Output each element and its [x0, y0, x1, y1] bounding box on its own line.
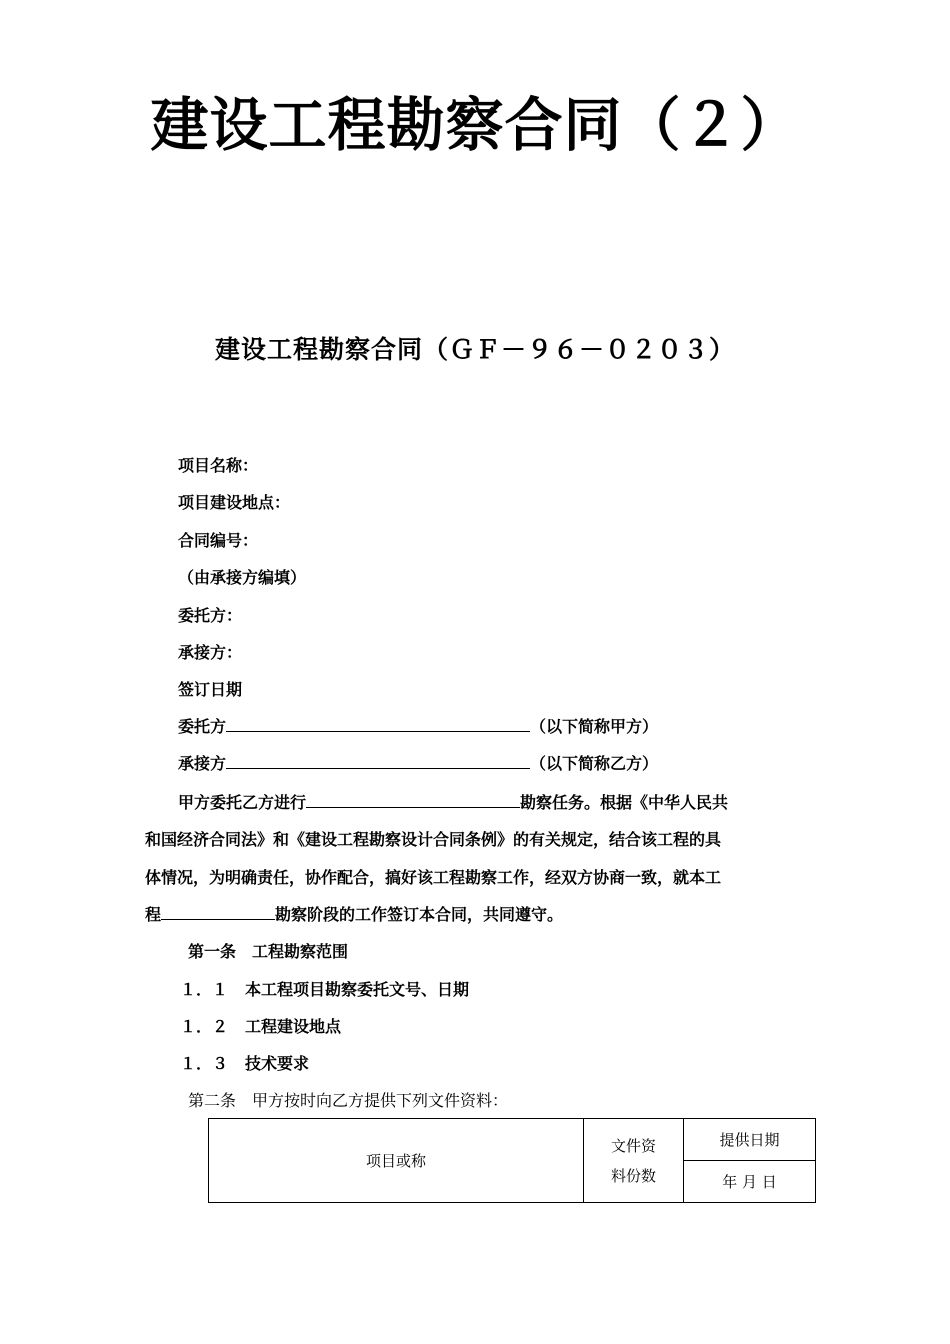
- field-project-site: 项目建设地点：: [178, 493, 291, 512]
- intro-line-4: [145, 902, 563, 925]
- client-label: 委托方: [178, 717, 227, 736]
- contractor-suffix: （以下简称乙方）: [530, 754, 659, 773]
- header-date-sub: 年 月 日: [684, 1161, 816, 1203]
- intro-line-3: 体情况，为明确责任，协作配合，搞好该工程勘察工作，经双方协商一致，就本工: [145, 868, 722, 887]
- field-contractor: 承接方：: [178, 643, 243, 662]
- intro-text: 甲方委托乙方进行: [178, 793, 307, 812]
- article1-item-3-text: 技术要求: [245, 1054, 310, 1073]
- article1-item-2-num: １．２: [180, 1017, 229, 1036]
- contractor-label: 承接方: [178, 754, 227, 773]
- document-subtitle: 建设工程勘察合同（ＧＦ－９６－０２０３）: [214, 335, 735, 364]
- header-copies-line2: 料份数: [610, 1166, 656, 1185]
- contractor-blank[interactable]: [226, 754, 530, 769]
- intro-text: 勘察任务。根据《中华人民共: [520, 793, 729, 812]
- intro-text: 程: [145, 905, 162, 924]
- stage-blank[interactable]: [161, 905, 275, 920]
- field-contract-no-note: （由承接方编填）: [178, 568, 307, 587]
- client-line: [178, 714, 658, 737]
- task-blank[interactable]: [306, 793, 520, 808]
- article1-item-1-text: 本工程项目勘察委托文号、日期: [245, 980, 470, 999]
- client-blank[interactable]: [226, 717, 530, 732]
- header-date: 提供日期: [684, 1119, 816, 1161]
- header-item: 项目或称: [209, 1119, 584, 1203]
- field-client: 委托方：: [178, 606, 243, 625]
- field-sign-date: 签订日期: [178, 680, 243, 699]
- intro-text: 勘察阶段的工作签订本合同，共同遵守。: [275, 905, 564, 924]
- header-copies: [584, 1119, 684, 1203]
- document-title: 建设工程勘察合同（２）: [150, 91, 800, 159]
- article2-heading: 第二条 甲方按时向乙方提供下列文件资料：: [188, 1091, 509, 1110]
- header-copies-line1: 文件资: [610, 1136, 656, 1155]
- contractor-line: [178, 751, 658, 774]
- field-contract-no: 合同编号：: [178, 531, 259, 550]
- client-suffix: （以下简称甲方）: [530, 717, 659, 736]
- article1-item-1-num: １．１: [180, 980, 229, 999]
- intro-line-2: 和国经济合同法》和《建设工程勘察设计合同条例》的有关规定，结合该工程的具: [145, 830, 722, 849]
- article1-item-2-text: 工程建设地点: [245, 1017, 342, 1036]
- field-project-name: 项目名称：: [178, 456, 259, 475]
- article1-item-3-num: １．３: [180, 1054, 229, 1073]
- article1-heading: 第一条 工程勘察范围: [188, 942, 349, 961]
- intro-line-1: [178, 790, 728, 813]
- documents-table: [208, 1118, 816, 1203]
